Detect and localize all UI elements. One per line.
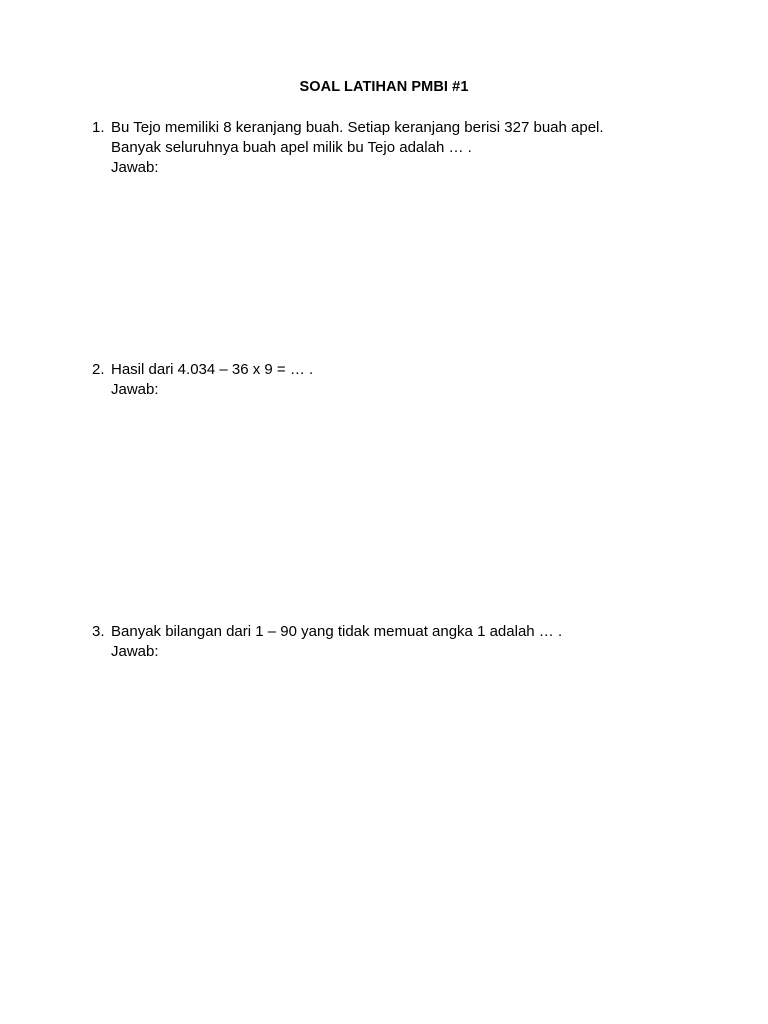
document-title: SOAL LATIHAN PMBI #1 [299, 79, 469, 95]
question-item [92, 360, 692, 400]
question-item [92, 118, 692, 178]
question-number: 1. [92, 119, 105, 136]
question-text [111, 622, 692, 642]
question-line: Banyak bilangan dari 1 – 90 yang tidak memuat angka 1 adalah … . [111, 623, 563, 640]
answer-label: Jawab: [111, 381, 159, 398]
answer-label: Jawab: [111, 159, 159, 176]
question-number: 2. [92, 361, 105, 378]
question-item [92, 622, 692, 662]
question-text [111, 118, 692, 158]
question-text [111, 360, 692, 380]
answer-label: Jawab: [111, 643, 159, 660]
question-row [92, 360, 692, 380]
question-line: Hasil dari 4.034 – 36 x 9 = … . [111, 361, 314, 378]
question-row [92, 622, 692, 642]
question-line: Banyak seluruhnya buah apel milik bu Tejo adalah … . [111, 139, 472, 156]
question-number: 3. [92, 623, 105, 640]
question-row [92, 118, 692, 158]
question-line: Bu Tejo memiliki 8 keranjang buah. Setiap keranjang berisi 327 buah apel. [111, 119, 604, 136]
